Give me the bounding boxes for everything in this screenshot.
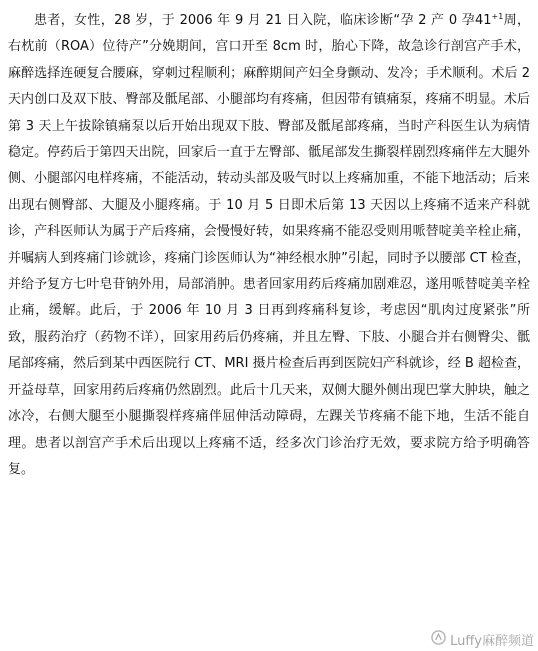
wechat-channel-logo-icon xyxy=(431,630,446,649)
case-paragraph xyxy=(8,8,530,483)
watermark xyxy=(431,630,534,649)
gestation-superscript: +1 xyxy=(491,12,504,21)
case-report-text xyxy=(8,8,530,483)
paragraph-text-start: 患者，女性，28 岁，于 2006 年 9 月 21 日入院，临床诊断“孕 2 产 0 孕41 xyxy=(34,13,492,28)
watermark-text: Luffy麻醉频道 xyxy=(450,634,534,649)
paragraph-text-rest: 周，右枕前（ROA）位待产”分娩期间，宫口开至 8cm 时，胎心下降，故急诊行剖宫产手术，麻醉选择连硬复合腰麻，穿刺过程顺利；麻醉期间产妇全身颤动、发冷；手术顺利。术后 2 天内创口及双下肢、臀部及骶尾部、小腿部均有疼痛，但因带有镇痛泵，疼痛不明显。术后第 3 天上午拔除镇痛泵以后开始出现双下肢、臀部及骶尾部疼痛，当时产科医生认为病情稳定。停药后于第四天出院，回家后一直于左臀部、骶尾部发生撕裂样剧烈疼痛伴左大腿外侧、小腿部闪电样疼痛，不能活动，转动头部及吸气时以上疼痛加重，不能下地活动；后来出现右侧臀部、大腿及小腿疼痛。于 10 月 5 日即术后第 13 天因以上疼痛不适来产科就诊，产科医师认为属于产后疼痛，会慢慢好转，如果疼痛不能忍受则用哌替啶美辛栓止痛，并嘱病人到疼痛门诊就诊，疼痛门诊医师认为“神经根水肿”引起，同时予以腰部 CT 检查，并给予复方七叶皂苷钠外用，局部消肿。患者回家用药后疼痛加剧难忍，遂用哌替啶美辛栓止痛，缓解。此后，于 2006 年 10 月 3 日再到疼痛科复诊，考虑因“肌肉过度紧张”所致，服药治疗（药物不详），回家用药后仍疼痛，并且左臀、下肢、小腿合并右侧臀尖、骶尾部疼痛，然后到某中西医院行 CT、MRI 摄片检查后再到医院妇产科就诊，经 B 超检查，开益母草，回家用药后疼痛仍然剧烈。此后十几天来，双侧大腿外侧出现巴掌大肿块，触之冰冷，右侧大腿至小腿撕裂样疼痛伴屈伸活动障碍，左踝关节疼痛不能下地，生活不能自理。患者以剖宫产手术后出现以上疼痛不适，经多次门诊治疗无效，要求院方给予明确答复。 xyxy=(8,13,530,477)
